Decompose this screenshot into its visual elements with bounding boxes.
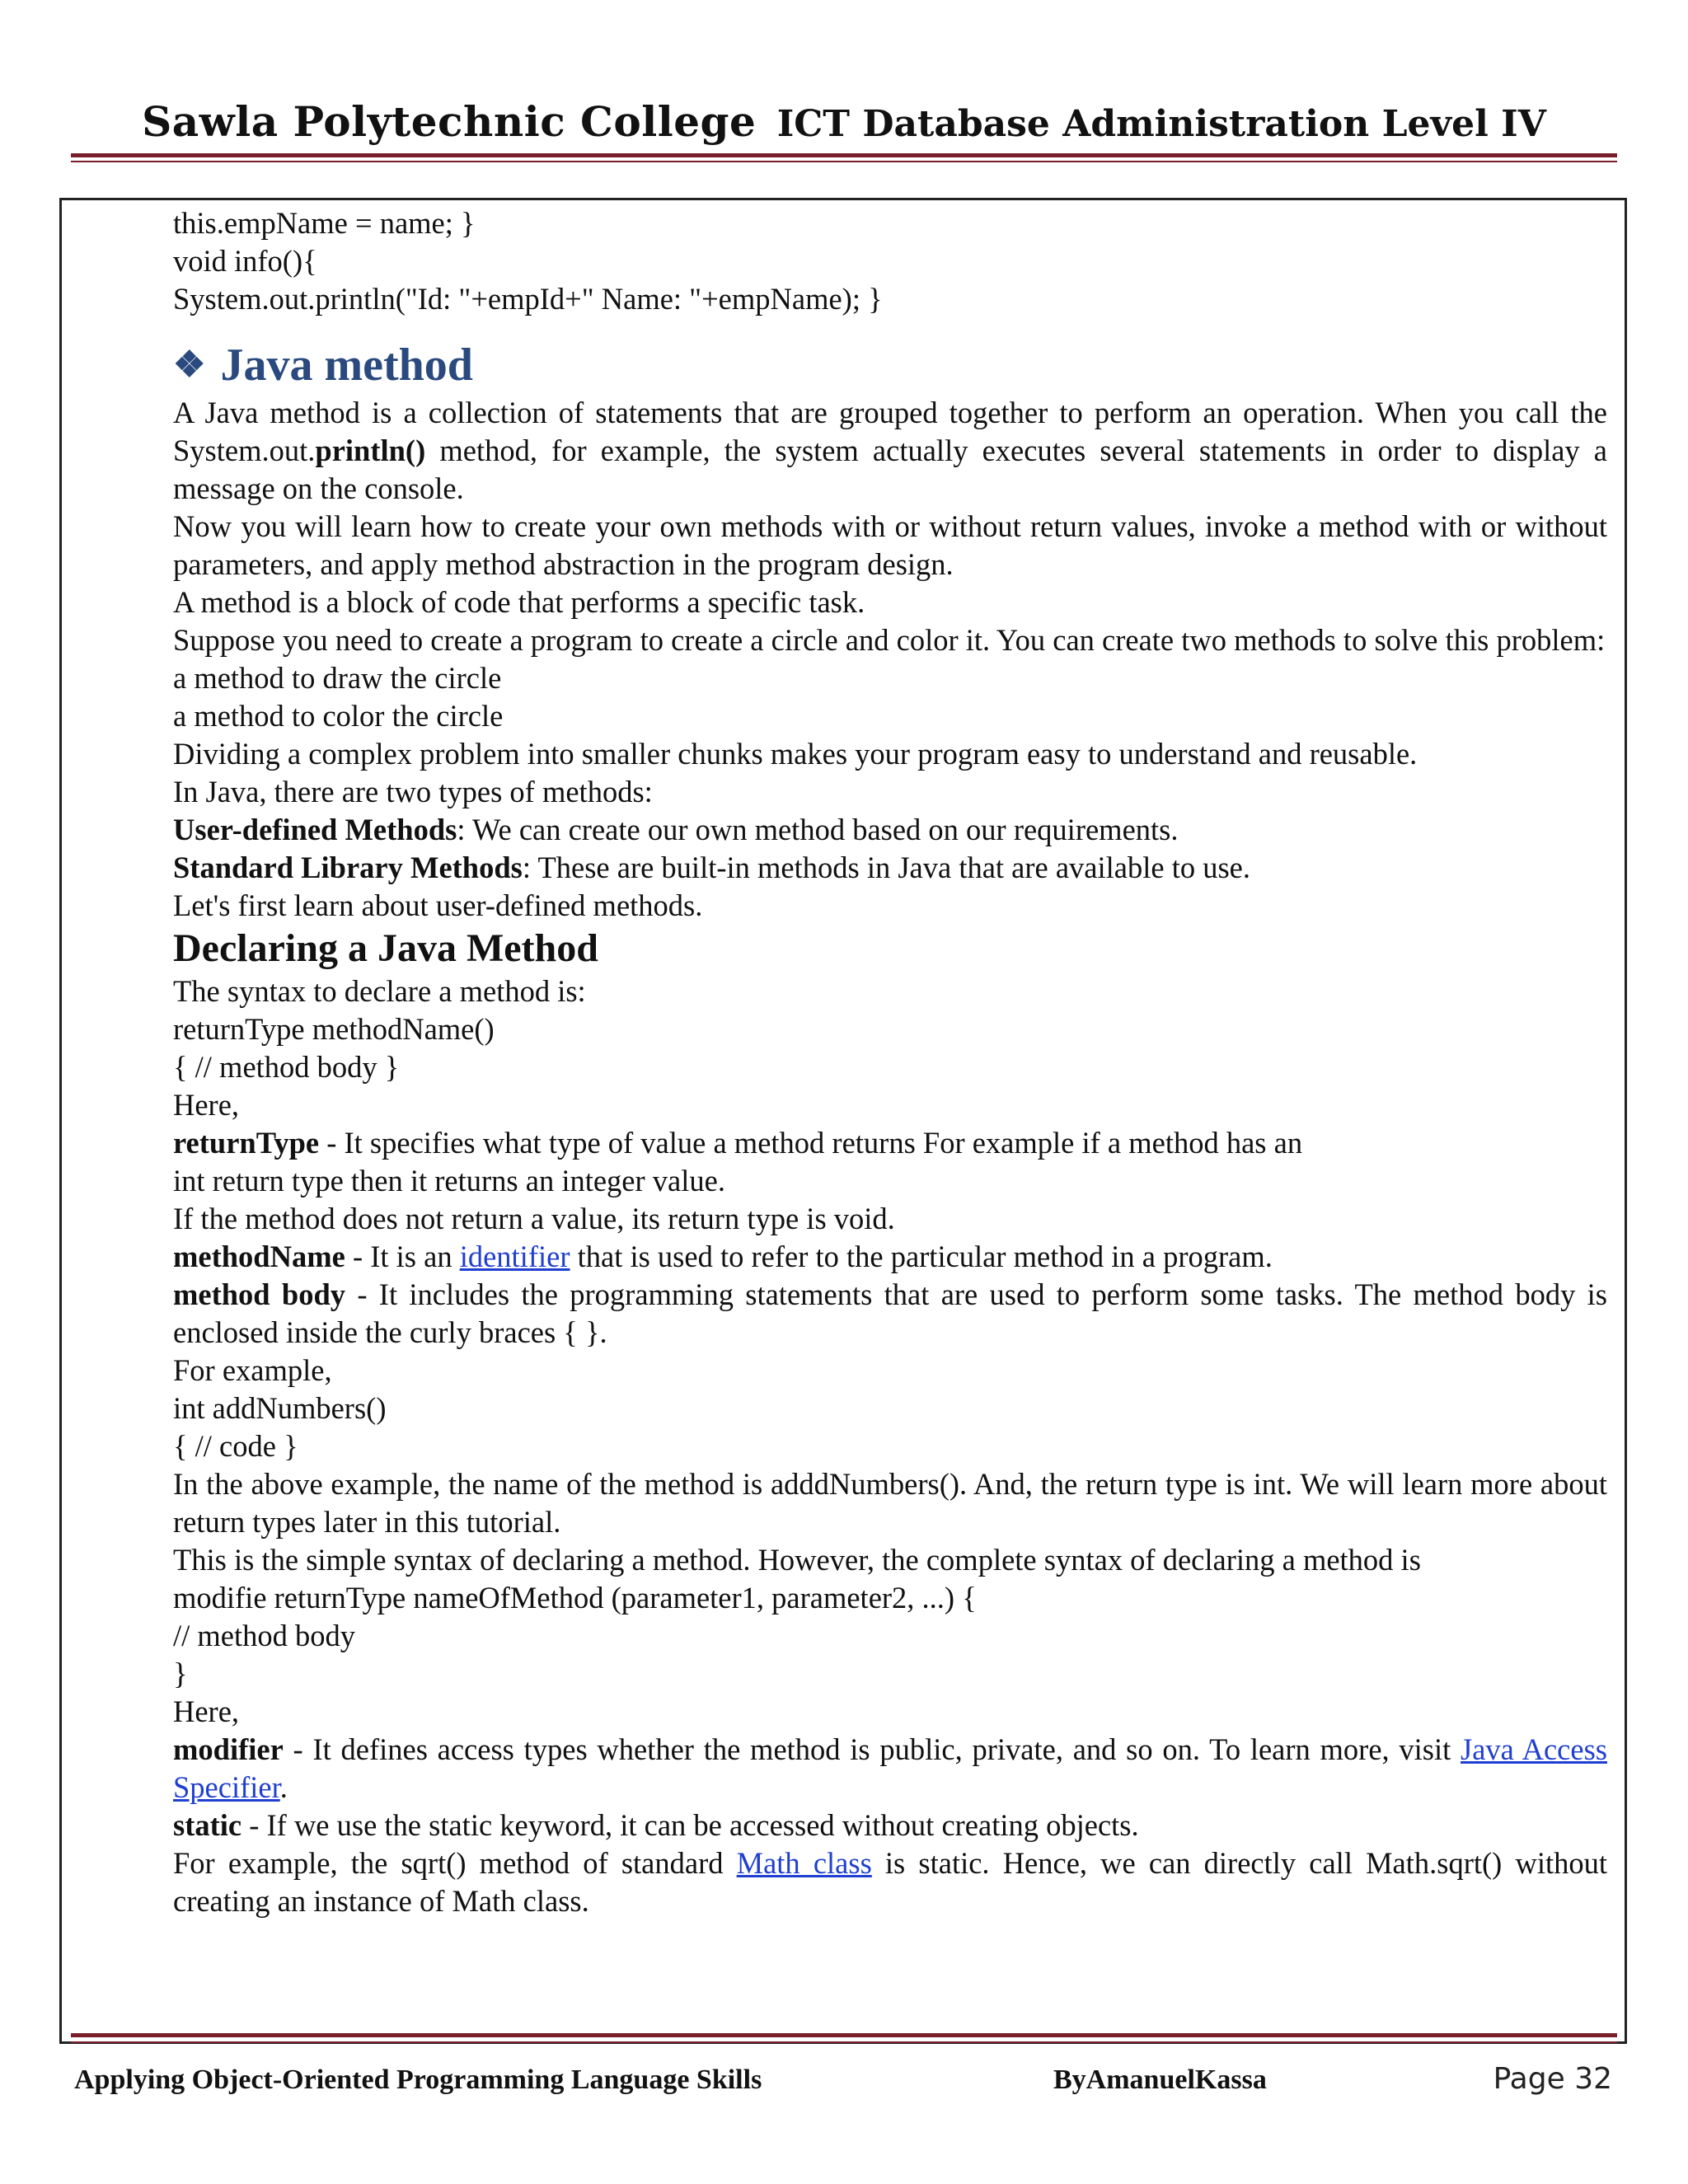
header-rule-thin [71,161,1617,162]
footer-rule-thick [71,2033,1617,2037]
heading-text: Java method [220,340,473,391]
paragraph [173,394,1607,508]
bold-text: Standard Library Methods [173,851,523,884]
section-heading-java-method [173,336,1607,394]
paragraph: The syntax to declare a method is: [173,974,586,1008]
text: - It is an [345,1240,460,1273]
paragraph [173,1844,1607,1920]
text: : These are built-in methods in Java that are available to use. [522,851,1251,884]
paragraph: In the above example, the name of the method is adddNumbers(). And, the return type is int. We will learn more about return types later in this tutorial. [173,1467,1607,1539]
definition-method-name [173,1238,1607,1276]
code-line: { // code } [173,1429,298,1463]
footer-course-title: Applying Object-Oriented Programming Language Skills [74,2064,762,2095]
definition-static [173,1807,1607,1844]
code-line: { // method body } [173,1050,400,1084]
code-line: int addNumbers() [173,1391,387,1425]
paragraph: Let's first learn about user-defined methods. [173,888,703,922]
bold-text: static [173,1808,242,1842]
diamond-bullet-icon: ❖ [173,344,206,385]
list-item: a method to color the circle [173,699,504,733]
code-line: // method body [173,1619,356,1652]
paragraph: int return type then it returns an integer value. [173,1164,725,1197]
code-line: this.empName = name; } [173,206,476,240]
definition-return-type [173,1124,1607,1162]
bold-text: modifier [173,1732,284,1766]
code-line: void info(){ [173,244,317,278]
definition-method-body [173,1276,1607,1352]
definition-user-defined [173,811,1607,849]
paragraph: This is the simple syntax of declaring a method. However, the complete syntax of declaring a method is [173,1543,1421,1577]
text: - It specifies what type of value a method returns For example if a method has an [319,1126,1303,1160]
bold-text: println() [315,434,426,467]
bold-text: method body [173,1277,346,1311]
text: is static. Hence, we can directly call Math.sqrt() without creating an instance of Math class. [173,1846,1608,1918]
section-heading-declaring: Declaring a Java Method [173,926,598,970]
paragraph: Here, [173,1694,240,1728]
page-content [173,204,1607,1920]
footer-author: ByAmanuelKassa [1053,2064,1267,2095]
text: A Java method is a collection of statements that are grouped together to perform an operation. When you call the System.out. [173,396,1607,467]
math-class-link[interactable]: Math class [736,1846,872,1880]
text: - It includes the programming statements that are used to perform some tasks. The method body is enclosed inside the curly braces { }. [173,1277,1607,1349]
bold-text: User-defined Methods [173,813,457,846]
paragraph: A method is a block of code that performs a specific task. [173,585,865,619]
identifier-link[interactable]: identifier [459,1240,570,1273]
paragraph: Now you will learn how to create your own methods with or without return values, invoke a method with or without parameters, and apply method abstraction in the program design. [173,509,1607,581]
java-access-specifier-link[interactable]: Java Access Specifier [173,1732,1607,1804]
header-rule-thick [71,153,1617,157]
definition-modifier [173,1731,1607,1807]
paragraph: Suppose you need to create a program to create a circle and color it. You can create two methods to solve this problem: [173,623,1606,657]
bold-text: methodName [173,1240,345,1273]
page-number: Page 32 [1493,2062,1612,2096]
text: method, for example, the system actually executes several statements in order to display a message on the console. [173,434,1607,505]
text: For example, the sqrt() method of standard [173,1846,737,1880]
text: - If we use the static keyword, it can be accessed without creating objects. [241,1808,1139,1842]
header-college: Sawla Polytechnic College [142,97,757,146]
code-line: returnType methodName() [173,1012,495,1046]
paragraph: Dividing a complex problem into smaller chunks makes your program easy to understand and reusable. [173,737,1418,771]
text: : We can create our own method based on our requirements. [457,813,1179,846]
code-line: System.out.println("Id: "+empId+" Name: "+empName); } [173,282,883,316]
definition-standard-library [173,849,1607,887]
bold-text: returnType [173,1126,320,1160]
paragraph: If the method does not return a value, its return type is void. [173,1202,895,1235]
paragraph: For example, [173,1353,332,1387]
text: - It defines access types whether the method is public, private, and so on. To learn more, visit [283,1732,1461,1766]
text: . [279,1770,288,1804]
header-course: ICT Database Administration Level IV [776,103,1546,145]
list-item: a method to draw the circle [173,661,502,695]
text: that is used to refer to the particular method in a program. [570,1240,1273,1273]
paragraph: In Java, there are two types of methods: [173,775,653,808]
footer-rule-thin [71,2041,1617,2043]
page-header [0,97,1688,146]
code-line: modifie returnType nameOfMethod (parameter1, parameter2, ...) { [173,1581,977,1615]
code-line: } [173,1657,188,1690]
paragraph: Here, [173,1088,240,1122]
